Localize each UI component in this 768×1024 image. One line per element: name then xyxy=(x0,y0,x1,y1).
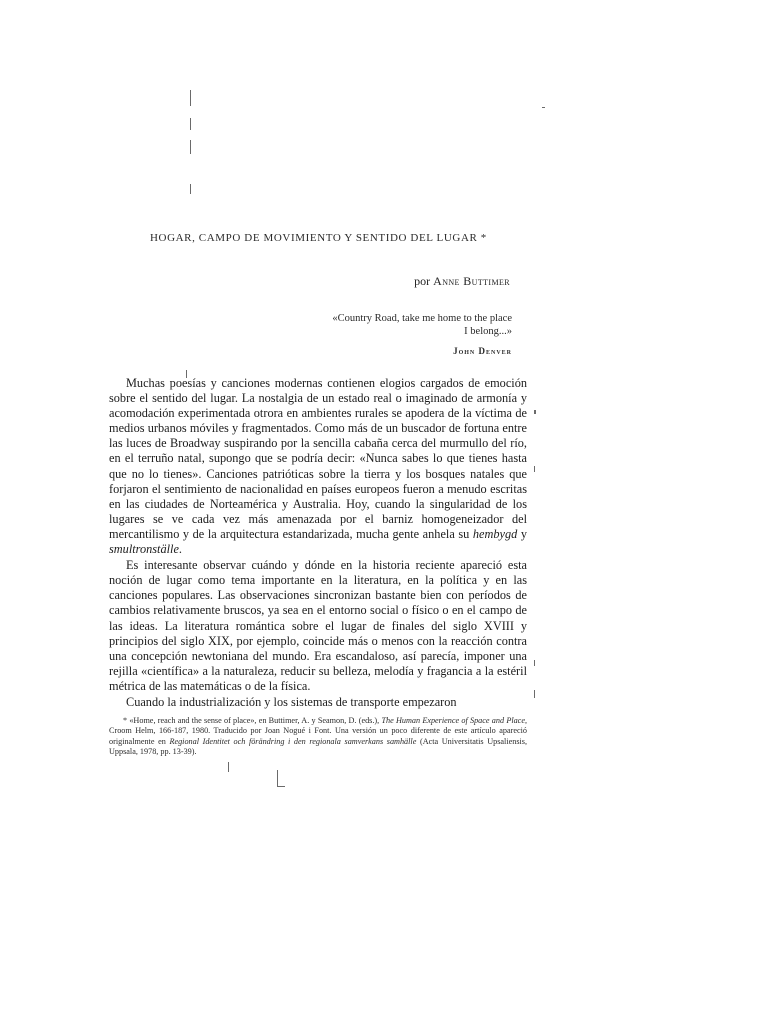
body-paragraph: Es interesante observar cuándo y dónde en la historia reciente apareció esta noción de lugar como tema importante en la literatura, en la política y en las canciones populares. Las observaciones sincronizan bastante bien con períodos de cambios relativamente bruscos, ya sea en el entorno social o físico o en el campo de las ideas. La literatura romántica sobre el lugar de finales del siglo XVIII y principios del siglo XIX, por ejemplo, coincide más o menos con la reacción contra una concepción newtoniana del mundo. Era escandaloso, así parecía, imponer una rejilla «científica» a la naturaleza, reducir su belleza, melodía y fragancia a la estéril métrica de las matemáticas o de la física. xyxy=(109,558,527,693)
italic-term: hembygd xyxy=(472,526,518,541)
italic-term: smultronställe xyxy=(109,542,179,557)
book-title: The Human Experience of Space and Place xyxy=(381,716,525,725)
scan-artifact xyxy=(534,410,536,414)
paragraph-text: Muchas poesías y canciones modernas contienen elogios cargados de emoción sobre el sentido del lugar. La nostalgia de un estado real o imaginado de armonía y acomodación experimentada otrora en ambientes rurales se apodera de la víctima de medios urbanos móviles y fragmentados. Como más de un buscador de fortuna entre las luces de Broadway suspirando por la sencilla cabaña cerca del murmullo del río, en el terruño natal, supongo que se podría decir: «Nunca sabes lo que tienes hasta que no lo tienes». Canciones patrióticas sobre la tierra y los bosques natales que forjaron el sentimiento de nacionalidad en países europeos fueron a menudo escritas en las ciudades de Norteamérica y Australia. Hoy, cuando la singularidad de los lugares se ve cada vez más amenazada por el barniz homogeneizador del mercantilismo y de la arquitectura estandarizada, mucha gente anhela su xyxy=(109,376,527,541)
epigraph-quote xyxy=(250,313,512,338)
paragraph-text: y xyxy=(520,526,527,541)
body-paragraph xyxy=(109,376,527,557)
scan-artifact xyxy=(190,118,191,130)
epigraph-source: John Denver xyxy=(453,346,512,356)
paragraph-text: . xyxy=(178,542,182,557)
scan-artifact xyxy=(190,140,191,154)
footnote-text xyxy=(109,716,527,757)
scan-artifact xyxy=(534,466,535,472)
body-paragraph: Cuando la industrialización y los sistemas de transporte empezaron xyxy=(126,694,457,709)
scan-artifact xyxy=(534,690,535,698)
epigraph-line: «Country Road, take me home to the place xyxy=(332,313,512,324)
footnote-segment: * «Home, reach and the sense of place», en Buttimer, A. y Seamon, D. (eds.), xyxy=(123,716,380,725)
author-name: Anne Buttimer xyxy=(433,274,510,288)
scan-artifact xyxy=(534,660,535,666)
footnote-segment: (Acta Universitatis Upsaliensis, Uppsala, 1978, pp. 13-39). xyxy=(109,736,528,756)
scan-artifact xyxy=(190,90,191,106)
scan-artifact xyxy=(228,762,229,772)
scan-artifact xyxy=(277,786,285,787)
scan-artifact xyxy=(190,184,191,194)
journal-title: Regional Identitet och förändring i den regionala samverkans samhälle xyxy=(169,736,417,746)
article-title: HOGAR, CAMPO DE MOVIMIENTO Y SENTIDO DEL LUGAR * xyxy=(150,232,487,244)
footnote xyxy=(109,716,527,757)
footnote-segment: , Croom Helm, 166-187, 1980. Traducido por Joan Nogué i Font. Una versión un poco diferente de este artículo apareció originalmente en xyxy=(109,716,527,746)
byline-prefix: por xyxy=(414,274,431,288)
scan-artifact xyxy=(542,107,545,108)
article-body xyxy=(109,376,527,710)
scan-artifact xyxy=(277,770,278,786)
article-byline xyxy=(300,274,510,289)
epigraph-line: I belong...» xyxy=(464,325,512,337)
